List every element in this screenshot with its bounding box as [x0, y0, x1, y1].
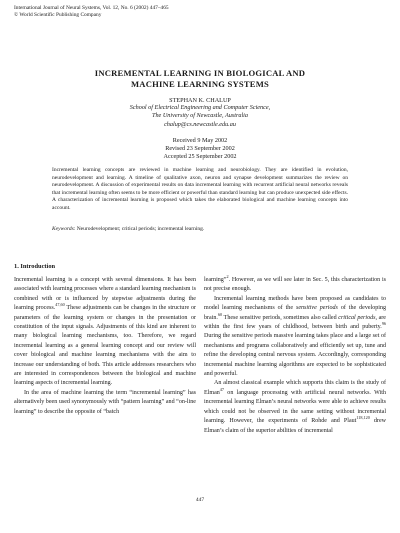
author-affiliation: [0, 104, 400, 129]
journal-header: [14, 5, 169, 19]
section-heading: 1. Introduction: [14, 263, 56, 270]
text-run: These sensitive periods, sometimes also called: [222, 314, 339, 321]
abstract-text: Incremental learning concepts are reviewed in machine learning and neurobiology. They are identified in evolution, neurodevelopment and learning. A timeline of qualitative axon, neuron and synapse development summarizes the review on neurodevelopment. A discussion of experimental results on data incremental learning with recurrent artificial neural networks reveals that incremental learning often seems to be more efficient or powerful than standard learning but can produce unexpected side effects. A characterization of incremental learning is proposed which takes the elaborated biological and machine learning concepts into account.: [52, 167, 348, 211]
abstract: [52, 167, 348, 213]
page-number: 447: [195, 497, 205, 503]
text-run: Incremental learning is a concept with several dimensions. It has been associated with learning processes where a standard learning mechanism is combined with or is influenced by stepwise adjustments during the learning process.: [14, 277, 196, 312]
emphasis: critical periods: [338, 314, 376, 321]
right-column: [204, 273, 386, 436]
keywords-text: : Neurodevelopment; critical periods; incremental learning.: [73, 226, 205, 232]
citation-ref: 60: [217, 311, 223, 317]
keywords: [52, 226, 348, 232]
text-run: . However, as we will see later in Sec. 5, this characterization is not precise enough.: [204, 277, 386, 293]
paragraph: [14, 389, 196, 417]
affiliation-line-1: School of Electrical Engineering and Computer Science,: [129, 104, 271, 111]
text-run: drew Elman’s claim of the superior abilities of incremental: [204, 418, 386, 434]
paragraph: [204, 273, 386, 295]
text-run: During the sensitive periods massive learning takes place and a large set of mechanisms and programs collaboratively and efficiently set up, tune and refine the developing central nervous system. Accordingly, corresponding incremental machine learning algorithms are expected to be sophisticated and powerful.: [204, 333, 386, 378]
left-column: [14, 276, 196, 417]
paragraph: [204, 379, 386, 435]
text-run: An almost classical example which supports this claim is the study of Elman: [204, 380, 386, 396]
paragraph: [14, 276, 196, 389]
paper-title: [0, 68, 400, 90]
affiliation-line-2: The University of Newcastle, Australia: [152, 112, 248, 120]
emphasis: sensitive periods: [295, 305, 338, 312]
revised-date: Revised 23 September 2002: [165, 145, 235, 153]
paragraph: [204, 295, 386, 380]
citation-ref: 2: [226, 273, 229, 279]
text-run: Incremental learning methods have been proposed as candidates to model learning mechanisms of the: [204, 295, 386, 312]
text-run: on language processing with artificial neural networks. With incremental learning Elman’s neural networks were able to achieve results which could not be observed in the same setting without incremental learning. However, the experiments of Rohde and Plaut: [204, 389, 386, 425]
citation-ref: 47: [219, 386, 224, 392]
publication-dates: [0, 137, 400, 162]
text-run: of the developing brain.: [204, 305, 386, 321]
copyright-notice: © World Scientific Publishing Company: [14, 12, 102, 18]
accepted-date: Accepted 25 September 2002: [163, 153, 237, 161]
text-run: , are within the first few years of childhood, between birth and puberty.: [204, 314, 386, 331]
text-run: In the area of machine learning the term “incremental learning” has alternatively been used synonymously with “pattern learning” and “on-line learning” to describe the opposite of “batch: [14, 389, 196, 415]
citation-ref: 118,120: [356, 415, 370, 421]
citation-ref: 47,60: [55, 302, 65, 308]
title-line-1: INCREMENTAL LEARNING IN BIOLOGICAL AND: [94, 68, 306, 78]
title-line-2: MACHINE LEARNING SYSTEMS: [130, 79, 270, 89]
author-name: STEPHAN K. CHALUP: [169, 97, 231, 104]
citation-ref: 96: [381, 321, 386, 327]
received-date: Received 9 May 2002: [172, 137, 228, 144]
author-email: chalup@cs.newcastle.edu.au: [164, 120, 236, 128]
keywords-label: Keywords: [52, 226, 74, 232]
journal-citation: International Journal of Neural Systems, Vol. 12, No. 6 (2002) 447–465: [14, 5, 169, 11]
text-run: These adjustments can be changes in the structure or parameters of the learning system or changes in the presentation or constitution of the input signals. Adjustments of this kind are inherent to many biological learning mechanisms, too. Therefore, we regard incremental learning as a general learning concept and our review will cover biological and machine learning mechanisms with the aim to increase our understanding of both. This article addresses researchers who are interested in correspondences between the biological and machine learning aspects of incremental learning.: [14, 305, 196, 387]
text-run: learning”: [204, 277, 227, 283]
